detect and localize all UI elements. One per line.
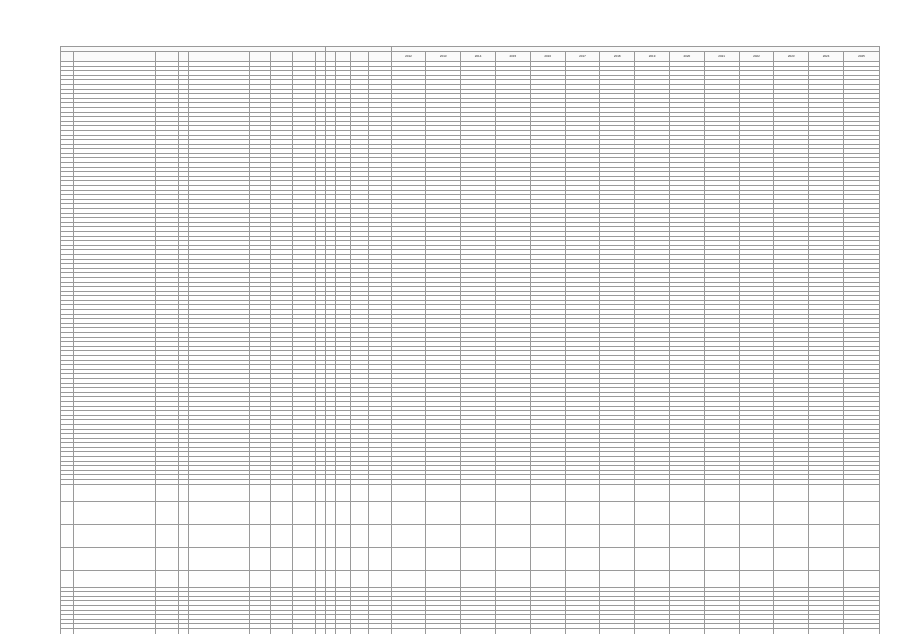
table-cell <box>461 524 496 547</box>
table-cell <box>739 628 774 634</box>
table-cell <box>293 501 316 524</box>
table-cell <box>809 570 844 587</box>
table-cell <box>391 524 426 547</box>
table-cell <box>74 570 156 587</box>
table-cell <box>530 570 565 587</box>
program-table <box>60 46 880 634</box>
table-cell <box>635 501 670 524</box>
table-cell <box>315 628 325 634</box>
table-cell <box>774 628 809 634</box>
table-cell <box>156 628 179 634</box>
column-header: 2016 <box>530 52 565 62</box>
table-cell <box>809 547 844 570</box>
table-cell <box>843 501 879 524</box>
table-cell <box>250 524 270 547</box>
column-header <box>61 52 74 62</box>
table-cell <box>369 547 392 570</box>
column-header: 2023 <box>774 52 809 62</box>
column-header: 2017 <box>565 52 600 62</box>
column-header <box>293 52 316 62</box>
table-cell <box>635 570 670 587</box>
table-cell <box>188 570 249 587</box>
table-cell <box>326 501 336 524</box>
table-cell <box>461 501 496 524</box>
table-cell <box>635 547 670 570</box>
table-cell <box>669 501 704 524</box>
table-row <box>61 501 880 524</box>
table-cell <box>178 547 188 570</box>
table-cell <box>530 628 565 634</box>
table-cell <box>565 628 600 634</box>
table-cell <box>461 628 496 634</box>
table-cell <box>843 628 879 634</box>
table-cell <box>250 547 270 570</box>
table-cell <box>843 570 879 587</box>
column-header: 2024 <box>809 52 844 62</box>
table-cell <box>704 484 739 501</box>
table-cell <box>250 484 270 501</box>
column-header <box>326 52 336 62</box>
table-cell <box>315 570 325 587</box>
table-cell <box>704 628 739 634</box>
table-cell <box>426 484 461 501</box>
table-cell <box>178 628 188 634</box>
table-cell <box>315 501 325 524</box>
table-cell <box>669 484 704 501</box>
table-cell <box>336 501 350 524</box>
table-cell <box>495 547 530 570</box>
table-cell <box>704 547 739 570</box>
table-cell <box>739 547 774 570</box>
table-cell <box>74 501 156 524</box>
table-cell <box>156 524 179 547</box>
column-header: 2021 <box>704 52 739 62</box>
table-cell <box>270 547 293 570</box>
table-cell <box>188 628 249 634</box>
table-cell <box>391 501 426 524</box>
table-cell <box>635 628 670 634</box>
column-header <box>350 52 368 62</box>
table-cell <box>391 547 426 570</box>
column-header <box>315 52 325 62</box>
table-cell <box>293 484 316 501</box>
column-header: 2022 <box>739 52 774 62</box>
table-cell <box>326 547 336 570</box>
table-cell <box>565 484 600 501</box>
table-cell <box>669 524 704 547</box>
table-cell <box>336 524 350 547</box>
table-cell <box>600 484 635 501</box>
table-cell <box>461 547 496 570</box>
column-header <box>74 52 156 62</box>
table-cell <box>704 570 739 587</box>
table-cell <box>669 570 704 587</box>
table-cell <box>426 524 461 547</box>
table-cell <box>774 484 809 501</box>
table-row <box>61 484 880 501</box>
table-cell <box>178 524 188 547</box>
table-cell <box>600 628 635 634</box>
column-header: 2019 <box>635 52 670 62</box>
table-cell <box>270 570 293 587</box>
table-cell <box>61 524 74 547</box>
table-cell <box>739 484 774 501</box>
table-cell <box>426 501 461 524</box>
table-cell <box>739 501 774 524</box>
table-cell <box>188 501 249 524</box>
table-cell <box>156 570 179 587</box>
table-cell <box>178 570 188 587</box>
table-cell <box>350 547 368 570</box>
table-cell <box>391 628 426 634</box>
column-header <box>250 52 270 62</box>
table-cell <box>61 628 74 634</box>
table-cell <box>188 524 249 547</box>
table-cell <box>156 501 179 524</box>
table-cell <box>495 501 530 524</box>
column-header <box>336 52 350 62</box>
table-cell <box>61 570 74 587</box>
table-cell <box>315 484 325 501</box>
table-cell <box>326 524 336 547</box>
table-cell <box>809 484 844 501</box>
column-header-row <box>61 52 880 62</box>
table-cell <box>635 484 670 501</box>
table-cell <box>156 547 179 570</box>
page-number <box>0 22 904 30</box>
table-cell <box>530 484 565 501</box>
table-cell <box>461 484 496 501</box>
table-cell <box>426 628 461 634</box>
table-cell <box>495 484 530 501</box>
table-cell <box>178 501 188 524</box>
table-row <box>61 628 880 634</box>
table-cell <box>565 524 600 547</box>
column-header: 2014 <box>461 52 496 62</box>
table-cell <box>565 547 600 570</box>
table-cell <box>391 570 426 587</box>
table-cell <box>74 547 156 570</box>
table-cell <box>669 547 704 570</box>
table-cell <box>369 628 392 634</box>
table-cell <box>530 524 565 547</box>
table-cell <box>326 570 336 587</box>
table-cell <box>530 501 565 524</box>
table-cell <box>250 628 270 634</box>
table-cell <box>336 628 350 634</box>
table-cell <box>250 501 270 524</box>
table-cell <box>809 524 844 547</box>
column-header <box>270 52 293 62</box>
table-cell <box>739 570 774 587</box>
table-cell <box>600 570 635 587</box>
table-cell <box>809 501 844 524</box>
table-cell <box>61 547 74 570</box>
table-cell <box>565 501 600 524</box>
table-cell <box>270 484 293 501</box>
table-row <box>61 524 880 547</box>
table-cell <box>600 524 635 547</box>
table-cell <box>270 501 293 524</box>
table-cell <box>293 524 316 547</box>
table-cell <box>336 484 350 501</box>
table-cell <box>843 547 879 570</box>
table-cell <box>326 628 336 634</box>
column-header: 2018 <box>600 52 635 62</box>
table-cell <box>369 501 392 524</box>
table-cell <box>600 501 635 524</box>
table-cell <box>565 570 600 587</box>
table-cell <box>61 484 74 501</box>
table-cell <box>739 524 774 547</box>
table-cell <box>250 570 270 587</box>
table-cell <box>704 501 739 524</box>
table-cell <box>809 628 844 634</box>
column-header <box>178 52 188 62</box>
table-cell <box>188 547 249 570</box>
table-row <box>61 547 880 570</box>
table-cell <box>495 524 530 547</box>
table-cell <box>74 484 156 501</box>
column-header: 2020 <box>669 52 704 62</box>
table-cell <box>426 570 461 587</box>
table-cell <box>315 524 325 547</box>
table-cell <box>74 628 156 634</box>
column-header <box>369 52 392 62</box>
table-cell <box>326 484 336 501</box>
table-cell <box>156 484 179 501</box>
table-cell <box>369 570 392 587</box>
column-header: 2012 <box>391 52 426 62</box>
table-cell <box>391 484 426 501</box>
table-cell <box>774 501 809 524</box>
table-cell <box>336 570 350 587</box>
table-cell <box>350 501 368 524</box>
table-cell <box>495 570 530 587</box>
table-cell <box>61 501 74 524</box>
table-cell <box>178 484 188 501</box>
document-sheet <box>60 46 880 634</box>
table-cell <box>350 628 368 634</box>
table-cell <box>369 484 392 501</box>
column-header: 2015 <box>495 52 530 62</box>
table-cell <box>635 524 670 547</box>
table-cell <box>315 547 325 570</box>
column-header: 2025 <box>843 52 879 62</box>
table-cell <box>600 547 635 570</box>
table-cell <box>774 570 809 587</box>
table-cell <box>426 547 461 570</box>
column-header: 2013 <box>426 52 461 62</box>
table-cell <box>188 484 249 501</box>
table-cell <box>293 570 316 587</box>
table-cell <box>369 524 392 547</box>
table-body <box>61 66 880 634</box>
column-header <box>188 52 249 62</box>
table-cell <box>350 570 368 587</box>
table-cell <box>774 547 809 570</box>
table-cell <box>336 547 350 570</box>
table-cell <box>350 524 368 547</box>
table-cell <box>530 547 565 570</box>
table-cell <box>461 570 496 587</box>
table-cell <box>774 524 809 547</box>
table-cell <box>270 628 293 634</box>
table-cell <box>293 547 316 570</box>
column-header <box>156 52 179 62</box>
table-cell <box>293 628 316 634</box>
table-cell <box>669 628 704 634</box>
table-cell <box>704 524 739 547</box>
table-cell <box>843 484 879 501</box>
table-cell <box>843 524 879 547</box>
table-cell <box>495 628 530 634</box>
table-cell <box>350 484 368 501</box>
table-row <box>61 570 880 587</box>
table-cell <box>270 524 293 547</box>
table-cell <box>74 524 156 547</box>
